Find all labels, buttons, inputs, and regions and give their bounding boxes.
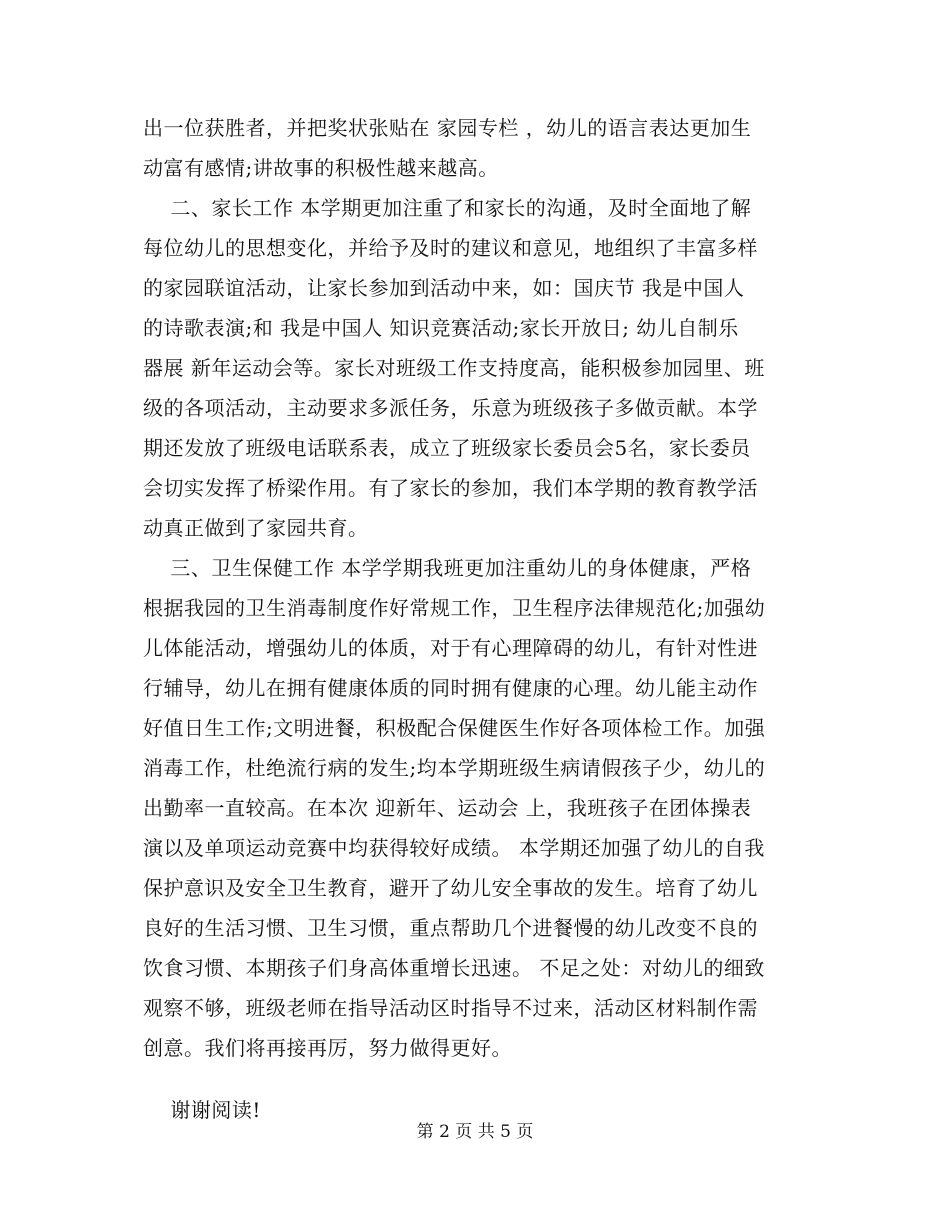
document-body [143,108,808,1130]
text-line: 三、卫生保健工作 本学学期我班更加注重幼儿的身体健康，严格 [143,556,752,580]
text-line: 级的各项活动，主动要求多派任务，乐意为班级孩子多做贡献。本学 [143,396,758,420]
paragraph-gap [143,1068,808,1090]
text-line: 演以及单项运动竞赛中均获得较好成绩。 本学期还加强了幼儿的自我 [143,836,765,860]
text-line: 保护意识及安全卫生教育，避开了幼儿安全事故的发生。培育了幼儿 [143,876,758,900]
text-line: 消毒工作，杜绝流行病的发生;均本学期班级生病请假孩子少，幼儿的 [143,756,766,780]
text-line: 的家园联谊活动，让家长参加到活动中来，如：国庆节 我是中国人 [143,276,745,300]
text-line: 出一位获胜者，并把奖状张贴在 家园专栏 ，幼儿的语言表达更加生 [143,116,752,140]
text-line: 良好的生活习惯、卫生习惯，重点帮助几个进餐慢的幼儿改变不良的 [143,916,758,940]
text-line: 的诗歌表演;和 我是中国人 知识竞赛活动;家长开放日; 幼儿自制乐 [143,316,739,340]
text-line: 好值日生工作;文明进餐，积极配合保健医生作好各项体检工作。加强 [143,716,766,740]
text-line: 动真正做到了家园共育。 [143,516,369,540]
closing-line: 谢谢阅读! [143,1098,261,1122]
text-line: 每位幼儿的思想变化，并给予及时的建议和意见，地组织了丰富多样 [143,236,758,260]
text-line: 期还发放了班级电话联系表，成立了班级家长委员会5名，家长委员 [143,436,751,460]
text-line: 儿体能活动，增强幼儿的体质，对于有心理障碍的幼儿，有针对性进 [143,636,758,660]
text-line: 动富有感情;讲故事的积极性越来越高。 [143,156,499,180]
text-line: 出勤率一直较高。在本次 迎新年、运动会 上，我班孩子在团体操表 [143,796,752,820]
text-line: 观察不够，班级老师在指导活动区时指导不过来，活动区材料制作需 [143,996,758,1020]
text-line: 创意。我们将再接再厉，努力做得更好。 [143,1036,512,1060]
text-line: 饮食习惯、本期孩子们身高体重增长迅速。 不足之处：对幼儿的细致 [143,956,765,980]
text-line: 二、家长工作 本学期更加注重了和家长的沟通，及时全面地了解 [143,196,752,220]
text-line: 行辅导，幼儿在拥有健康体质的同时拥有健康的心理。幼儿能主动作 [143,676,758,700]
text-line: 根据我园的卫生消毒制度作好常规工作，卫生程序法律规范化;加强幼 [143,596,766,620]
text-line: 会切实发挥了桥梁作用。有了家长的参加，我们本学期的教育教学活 [143,476,758,500]
text-line: 器展 新年运动会等。家长对班级工作支持度高，能积极参加园里、班 [143,356,765,380]
page-number-footer: 第 2 页 共 5 页 [416,1122,534,1142]
